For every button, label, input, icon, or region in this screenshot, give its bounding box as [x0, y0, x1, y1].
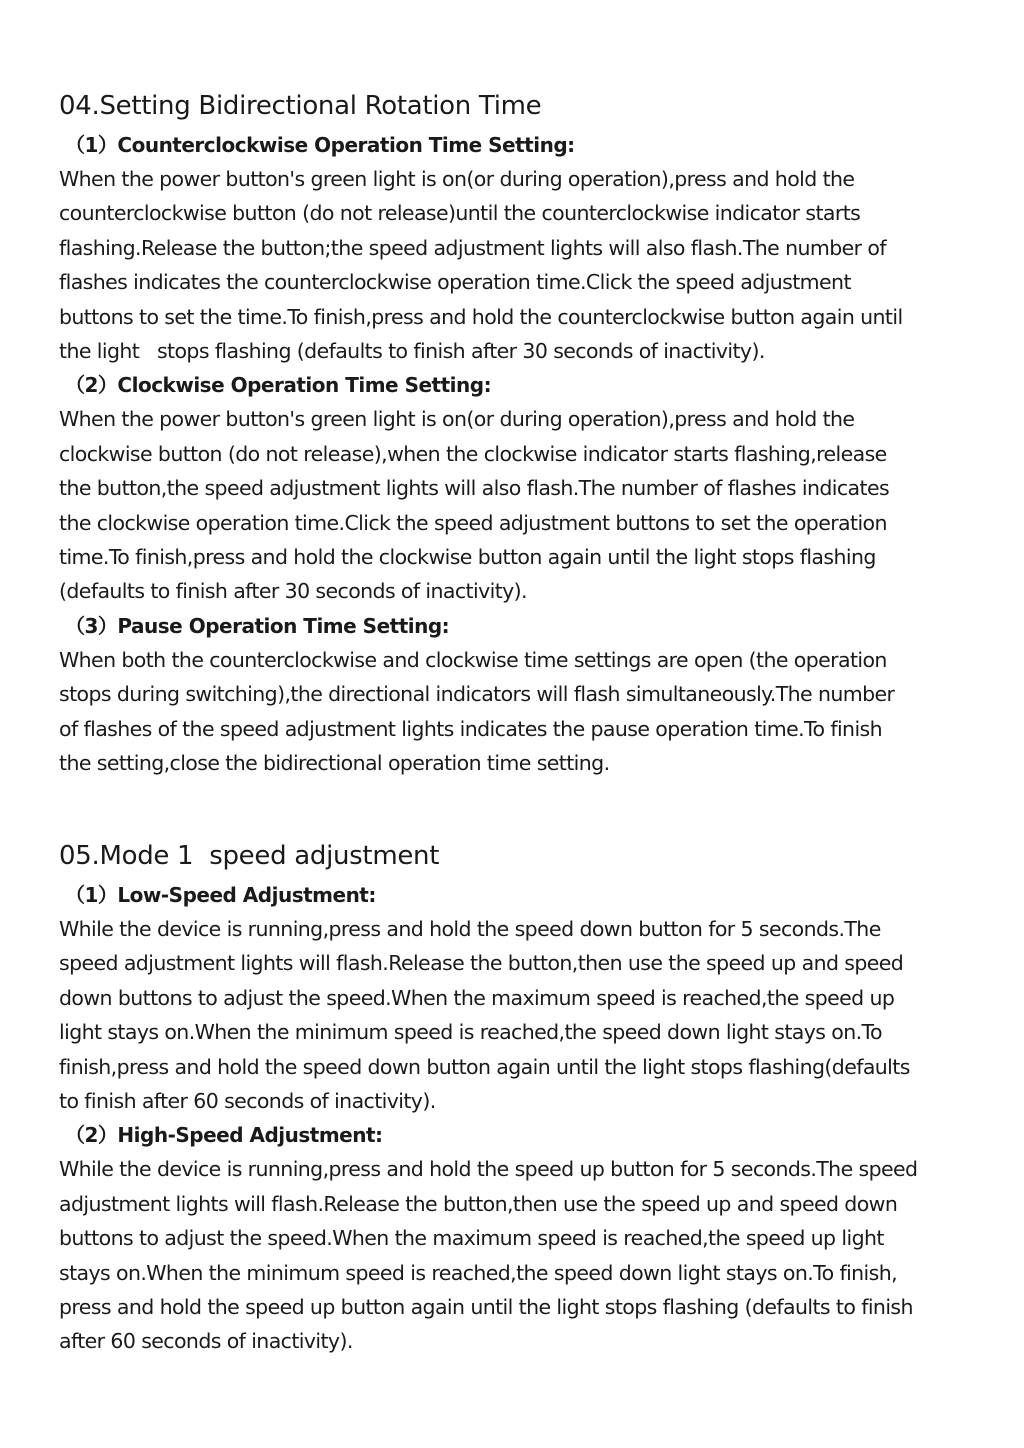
sub-heading: （2）High-Speed Adjustment:	[65, 1123, 383, 1148]
text-line: time.To finish,press and hold the clockwise button again until the light stops flashing	[59, 545, 876, 570]
text-line: the button,the speed adjustment lights will also flash.The number of flashes indicates	[59, 476, 890, 501]
text-line: (defaults to finish after 30 seconds of inactivity).	[59, 579, 527, 604]
section-title: 05.Mode 1 speed adjustment	[59, 841, 440, 871]
text-line: counterclockwise button (do not release)until the counterclockwise indicator starts	[59, 201, 861, 226]
text-line: buttons to set the time.To finish,press and hold the counterclockwise button again until	[59, 304, 903, 329]
text-line: stops during switching),the directional indicators will flash simultaneously.The number	[59, 682, 895, 707]
paragraph	[59, 643, 979, 781]
paragraph	[59, 402, 979, 608]
section-title: 04.Setting Bidirectional Rotation Time	[59, 91, 542, 121]
text-line: While the device is running,press and hold the speed up button for 5 seconds.The speed	[59, 1157, 918, 1182]
paragraph	[59, 912, 979, 1118]
text-line: down buttons to adjust the speed.When the maximum speed is reached,the speed up	[59, 985, 895, 1010]
text-line: after 60 seconds of inactivity).	[59, 1329, 353, 1354]
text-line: clockwise button (do not release),when the clockwise indicator starts flashing,release	[59, 441, 887, 466]
text-line: buttons to adjust the speed.When the maximum speed is reached,the speed up light	[59, 1226, 884, 1251]
text-line: adjustment lights will flash.Release the button,then use the speed up and speed down	[59, 1191, 898, 1216]
section-04	[59, 88, 979, 781]
text-line: the clockwise operation time.Click the speed adjustment buttons to set the operation	[59, 510, 887, 535]
text-line: When the power button's green light is on(or during operation),press and hold the	[59, 407, 855, 432]
text-line: When the power button's green light is on(or during operation),press and hold the	[59, 167, 855, 191]
text-line: speed adjustment lights will flash.Release the button,then use the speed up and speed	[59, 951, 904, 976]
text-line: flashing.Release the button;the speed adjustment lights will also flash.The number of	[59, 235, 886, 260]
text-line: flashes indicates the counterclockwise operation time.Click the speed adjustment	[59, 270, 851, 295]
text-line: the setting,close the bidirectional operation time setting.	[59, 751, 610, 776]
text-line: finish,press and hold the speed down button again until the light stops flashing(defaults	[59, 1054, 910, 1079]
sub-heading: （2）Clockwise Operation Time Setting:	[65, 373, 492, 398]
paragraph	[59, 1152, 979, 1358]
text-line: of flashes of the speed adjustment lights indicates the pause operation time.To finish	[59, 716, 883, 741]
text-line: When both the counterclockwise and clockwise time settings are open (the operation	[59, 647, 887, 672]
text-line: press and hold the speed up button again until the light stops flashing (defaults to finish	[59, 1295, 913, 1320]
sub-heading: （3）Pause Operation Time Setting:	[65, 613, 450, 638]
paragraph	[59, 162, 979, 368]
text-line: While the device is running,press and hold the speed down button for 5 seconds.The	[59, 917, 881, 941]
sub-heading: （1）Counterclockwise Operation Time Setting:	[65, 133, 575, 157]
sub-heading: （1）Low-Speed Adjustment:	[65, 883, 376, 907]
text-line: light stays on.When the minimum speed is reached,the speed down light stays on.To	[59, 1020, 882, 1045]
section-05	[59, 838, 979, 1359]
text-line: to finish after 60 seconds of inactivity).	[59, 1089, 436, 1114]
text-line: the light stops flashing (defaults to finish after 30 seconds of inactivity).	[59, 339, 765, 364]
text-line: stays on.When the minimum speed is reached,the speed down light stays on.To finish,	[59, 1260, 898, 1285]
